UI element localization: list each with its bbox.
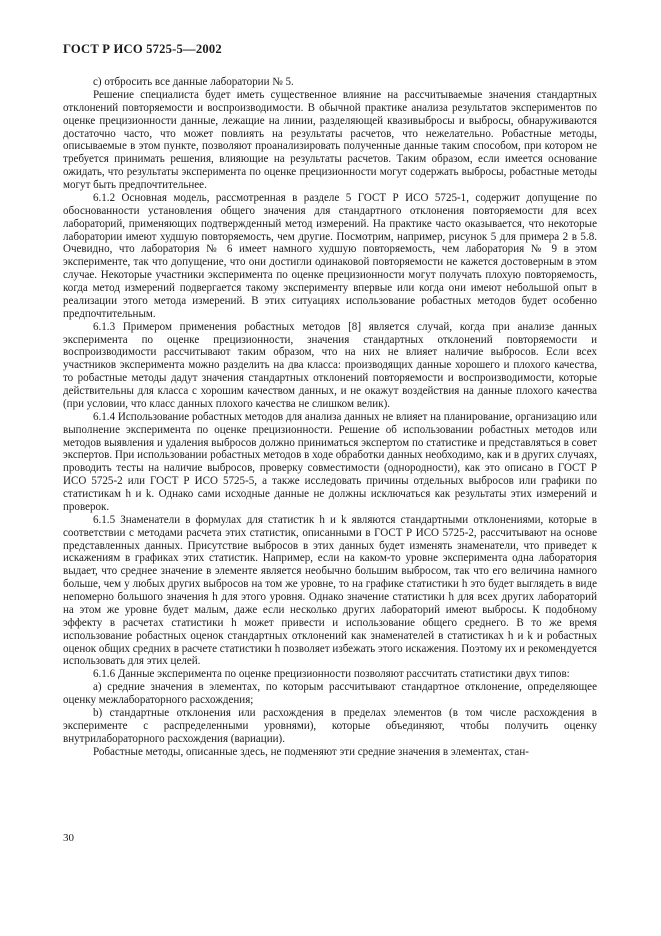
page-number: 30 (63, 832, 74, 844)
paragraph-6-1-6: 6.1.6 Данные эксперимента по оценке прецизионности позволяют рассчитать статистики двух типов: (93, 668, 570, 681)
body-text (63, 76, 597, 758)
paragraph-6-1-5: 6.1.5 Знаменатели в формулах для статистик h и k являются стандартными отклонениями, которые в соответствии с методами расчета этих статистик, описанными в ГОСТ Р ИСО 5725-2, рассчитывают на основе представленных данных. Присутствие выбросов в этих данных будет изменять знаменатели, что приведет к искажениям в графиках этих статистик. Например, если на каком-то уровне эксперимента одна лаборатория выдает, что среднее значение в элементе является необычно большим выбросом, так что его величина намного больше, чем у любых других выбросов на том же уровне, то на графике статистики h это будет выглядеть в виде непомерно большого значения h для этого уровня. Однако значение статистики h для всех других лабораторий на этом же уровне будет малым, даже если несколько других лабораторий имеют выбросы. К подобному эффекту в расчетах статистики h может привести и использование общего среднего. В то же время использование робастных оценок стандартных отклонений как знаменателей в статистиках h и k и робастных оценок общих средних в расчете статистики h позволяет избежать этого искажения. Поэтому их и рекомендуется использовать для этих целей. (63, 513, 597, 668)
paragraph-item-c: с) отбросить все данные лаборатории № 5. (93, 76, 294, 88)
paragraph-6-1-2: 6.1.2 Основная модель, рассмотренная в разделе 5 ГОСТ Р ИСО 5725-1, содержит допущение по обоснованности установления общего значения для стандартного отклонения повторяемости для всех лабораторий, применяющих подтвержденный метод измерений. На практике часто оказывается, что некоторые лаборатории имеют худшую повторяемость, чем другие. Посмотрим, например, рисунок 5 для примера 2 в 5.8. Очевидно, что лаборатория № 6 имеет намного худшую повторяемость, чем лаборатория № 9 в этом эксперименте, так что допущение, что они достигли одинаковой повторяемости не кажется достоверным в этом случае. Некоторые участники эксперимента по оценке прецизионности могут получать плохую повторяемость, когда метод измерений подвергается такому эксперименту впервые или когда они имеют небольшой опыт в реализации этого метода измерений. В этих ситуациях использование робастных методов будет особенно предпочтительным. (63, 191, 597, 320)
paragraph-6-1-3: 6.1.3 Примером применения робастных методов [8] является случай, когда при анализе данных эксперимента по оценке прецизионности, значения стандартных отклонений повторяемости и воспроизводимости рассчитывают таким образом, что на них не влияет наличие выбросов. Если всех участников эксперимента можно разделить на два класса: производящих данные хорошего и плохого качества, то робастные методы дадут значения стандартных отклонений повторяемости и воспроизводимости, которые действительны для класса с хорошим качеством данных, и не окажут воздействия на данные плохого качества (при условии, что класс данных плохого качества не слишком велик). (63, 320, 597, 410)
list-item-a: а) средние значения в элементах, по которым рассчитывают стандартное отклонение, определяющее оценку межлабораторного расхождения; (63, 681, 597, 706)
paragraph-decision: Решение специалиста будет иметь существенное влияние на рассчитываемые значения стандартных отклонений повторяемости и воспроизводимости. В обычной практике анализа результатов экспериментов по оценке прецизионности данные, лежащие на линии, разделяющей квазивыбросы и выбросы, обнаруживаются достаточно часто, что может повлиять на результаты расчетов, что нежелательно. Робастные методы, описываемые в этом пункте, позволяют проанализировать полученные данные таким способом, при котором не требуется принимать решения, влияющие на результаты расчетов. Таким образом, если имеется основание ожидать, что результаты эксперимента по оценке прецизионности могут содержать выбросы, робастные методы могут быть предпочтительнее. (63, 88, 597, 191)
standard-header: ГОСТ Р ИСО 5725-5—2002 (63, 42, 222, 56)
list-item-b: b) стандартные отклонения или расхождения в пределах элементов (в том числе расхождения в эксперименте с распределенными уровнями), которые объединяют, чтобы получить оценку внутрилабораторного расхождения (вариации). (63, 706, 597, 745)
paragraph-6-1-4: 6.1.4 Использование робастных методов для анализа данных не влияет на планирование, организацию или выполнение эксперимента по оценке прецизионности. Решение об использовании робастных методов или методов выявления и удаления выбросов должно приниматься экспертом по статистике и представляться в совет экспертов. При использовании робастных методов в ходе обработки данных необходимо, как и в других случаях, проводить тесты на наличие выбросов, проверку совместимости (однородности), как это описано в ГОСТ Р ИСО 5725-2 или ГОСТ Р ИСО 5725-5, а также исследовать причины отдельных выбросов или графики по статистикам h и k. Однако сами исходные данные не должны исключаться как результаты этих измерений и проверок. (63, 410, 597, 513)
paragraph-robust-methods: Робастные методы, описанные здесь, не подменяют эти средние значения в элементах, стан- (93, 745, 529, 758)
